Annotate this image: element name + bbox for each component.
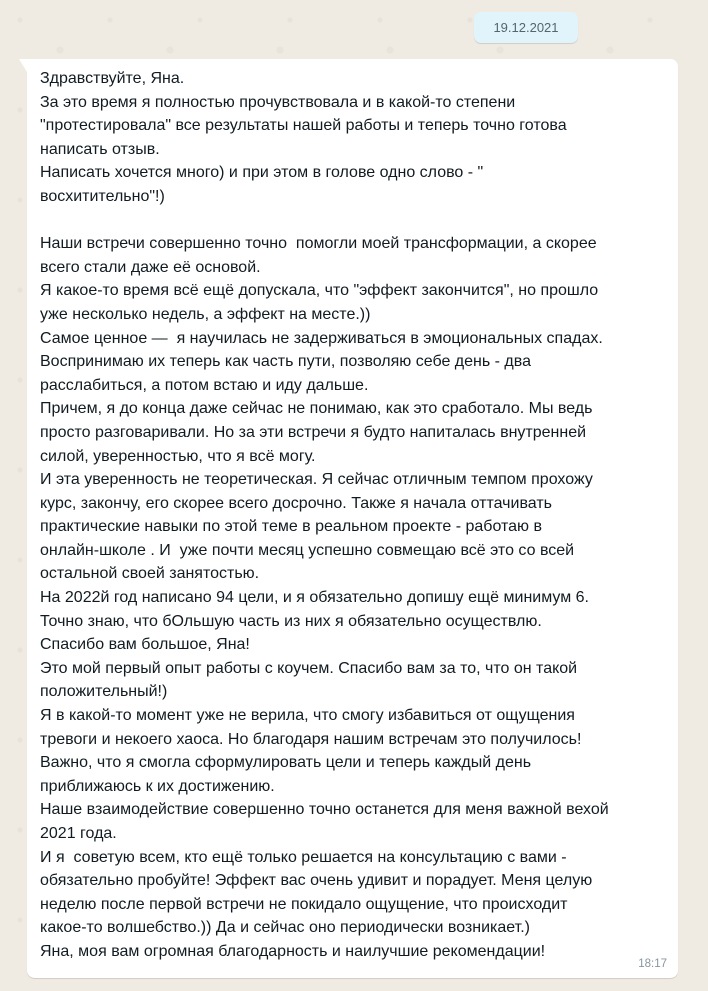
message-line: И эта уверенность не теоретическая. Я сейчас отличным темпом прохожу [40,471,593,489]
date-chip: 19.12.2021 [474,12,578,43]
message-line: практические навыки по этой теме в реальном проекте - работаю в [40,518,542,536]
message-line: Наше взаимодействие совершенно точно останется для меня важной вехой [40,801,609,819]
message-time: 18:17 [638,958,667,970]
message-line: написать отзыв. [40,140,160,158]
message-line [40,209,666,233]
message-line: просто разговаривали. Но за эти встречи я будто напиталась внутренней [40,423,587,441]
message-line: всего стали даже её основой. [40,258,261,276]
message-line: какое-то волшебство.)) Да и сейчас оно периодически возникает.) [40,919,530,937]
message-line: расслабиться, а потом встаю и иду дальше. [40,376,369,394]
message-line: Я в какой-то момент уже не верила, что смогу избавиться от ощущения [40,707,575,725]
message-line: На 2022й год написано 94 цели, и я обязательно допишу ещё минимум 6. [40,589,589,607]
message-line: приближаюсь к их достижению. [40,777,275,795]
message-line: положительный!) [40,683,168,701]
message-line: И я советую всем, кто ещё только решается на консультацию с вами - [40,848,567,866]
message-line: восхитительно"!) [40,187,165,205]
message-line: Причем, я до конца даже сейчас не понимаю, как это сработало. Мы ведь [40,400,593,418]
message-line: уже несколько недель, а эффект на месте.)) [40,305,371,323]
message-line: Точно знаю, что бОльшую часть из них я обязательно осуществлю. [40,612,542,630]
message-line: Написать хочется много) и при этом в голове одно слово - " [40,164,484,182]
message-line: тревоги и некоего хаоса. Но благодаря нашим встречам это получилось! [40,730,582,748]
message-line: обязательно пробуйте! Эффект вас очень удивит и порадует. Меня целую [40,872,593,890]
incoming-message-bubble[interactable] [27,59,678,978]
message-line: Спасибо вам большое, Яна! [40,636,250,654]
message-line: За это время я полностью прочувствовала и в какой-то степени [40,93,516,111]
message-line: Я какое-то время всё ещё допускала, что "эффект закончится", но прошло [40,282,599,300]
message-line: курс, закончу, его скорее всего досрочно. Также я начала оттачивать [40,494,552,512]
message-line: Здравствуйте, Яна. [40,70,185,87]
message-line: Наши встречи совершенно точно помогли моей трансформации, а скорее [40,235,597,253]
message-line: Важно, что я смогла сформулировать цели и теперь каждый день [40,754,532,772]
message-line: Воспринимаю их теперь как часть пути, позволяю себе день - два [40,353,531,371]
message-line: Самое ценное — я научилась не задерживаться в эмоциональных спадах. [40,329,603,347]
message-line: "протестировала" все результаты нашей работы и теперь точно готова [40,117,567,135]
message-line: онлайн-школе . И уже почти месяц успешно совмещаю всё это со всей [40,541,575,559]
message-line: неделю после первой встречи не покидало ощущение, что происходит [40,895,568,913]
message-line: остальной своей занятостью. [40,565,260,583]
message-line: 2021 года. [40,825,117,842]
message-text [40,67,666,964]
message-line: силой, уверенностью, что я всё могу. [40,447,316,465]
bubble-tail [19,59,27,72]
message-line: Яна, моя вам огромная благодарность и наилучшие рекомендации! [40,942,546,960]
message-line: Это мой первый опыт работы с коучем. Спасибо вам за то, что он такой [40,659,578,677]
